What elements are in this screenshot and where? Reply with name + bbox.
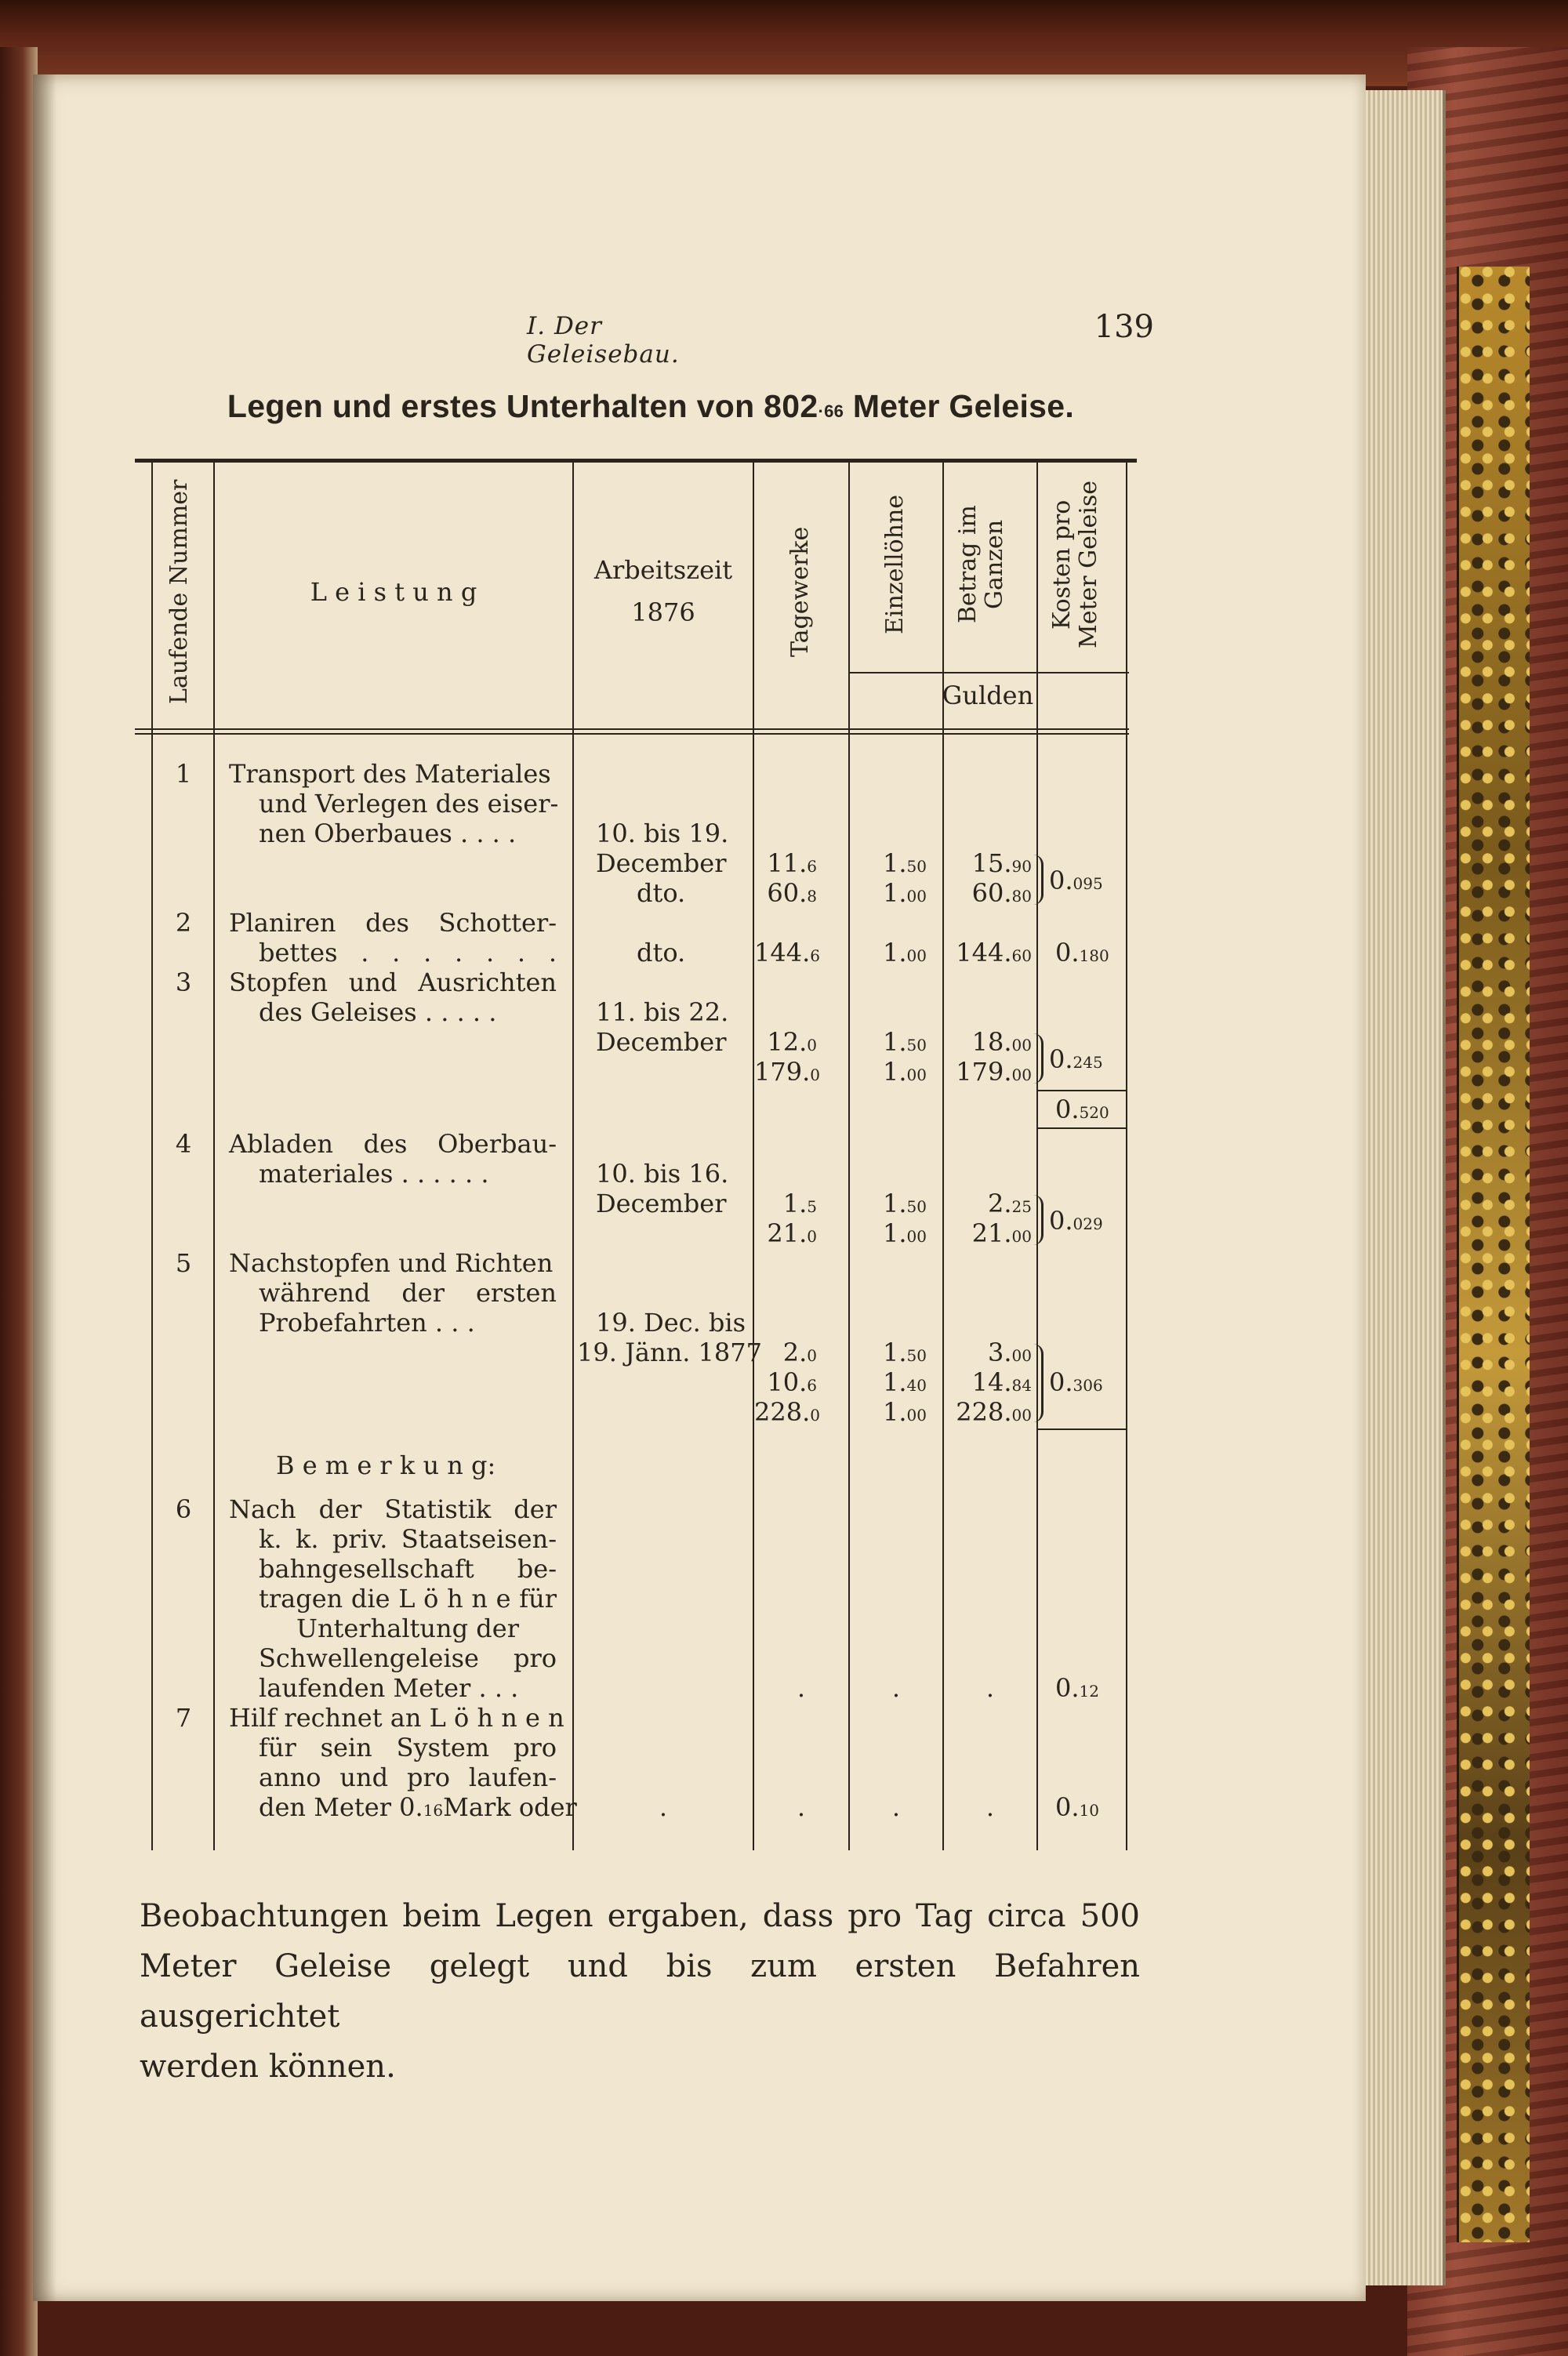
row1-zeit-line1: 10. bis 19. [596, 819, 729, 848]
row1-brace [1033, 855, 1044, 905]
row6-leistung-line5: Unterhaltung der [296, 1614, 520, 1643]
body-paragraph [140, 1891, 1140, 2092]
row6-kosten: 0.12 [1055, 1673, 1099, 1703]
row5-einzelloehne-a: 1.50 [883, 1338, 927, 1367]
row1-tagewerke-b: 60.8 [767, 878, 817, 908]
running-head: I. Der Geleisebau. [527, 312, 680, 368]
row5-betrag-c: 228.00 [956, 1397, 1032, 1427]
gulden-rule [848, 672, 1129, 673]
row1-tagewerke-a: 11.6 [767, 848, 817, 878]
row6-leistung-line4: tragen die L ö h n e für [259, 1584, 557, 1614]
row2-leistung-line2: bettes . . . . . . . [259, 938, 557, 967]
table-title: Legen und erstes Unterhalten von 802·66 Meter Geleise. [227, 388, 1075, 424]
header-betrag: Betrag im Ganzen [954, 505, 1008, 624]
row4-einzelloehne-a: 1.50 [883, 1189, 927, 1218]
row1-zeit-line3: dto. [637, 878, 686, 908]
row4-betrag-b: 21.00 [971, 1218, 1032, 1248]
row6-leistung-line2: k. k. priv. Staatseisen- [259, 1524, 557, 1554]
row4-brace [1033, 1195, 1044, 1245]
table-top-rule [135, 459, 1137, 463]
subtotal-rule-bottom [1038, 1127, 1127, 1129]
row7-leistung-line1: Hilf rechnet an L ö h n e n [229, 1703, 564, 1733]
row3-betrag-a: 18.00 [971, 1027, 1032, 1057]
col-rule-4 [753, 463, 754, 1850]
row3-tagewerke-a: 12.0 [767, 1027, 817, 1057]
row3-number: 3 [175, 967, 192, 997]
bemerkung-heading: B e m e r k u n g: [276, 1450, 496, 1480]
col-rule-1 [151, 463, 153, 1850]
row5-tagewerke-b: 10.6 [767, 1367, 817, 1397]
header-laufende-nummer: Laufende Nummer [165, 479, 193, 705]
row2-betrag: 144.60 [956, 938, 1032, 967]
row4-tagewerke-a: 1.5 [782, 1189, 817, 1218]
row2-einzelloehne: 1.00 [883, 938, 927, 967]
row4-number: 4 [175, 1129, 192, 1159]
row3-einzelloehne-a: 1.50 [883, 1027, 927, 1057]
row3-kosten: 0.245 [1049, 1044, 1103, 1074]
row5-tagewerke-a: 2.0 [782, 1338, 817, 1367]
row2-number: 2 [175, 908, 192, 938]
header-bottom-rule [135, 728, 1129, 730]
book-spine-edge [0, 47, 38, 2356]
row7-kosten: 0.10 [1055, 1792, 1099, 1822]
row3-leistung-line2: des Geleises . . . . . [259, 997, 497, 1027]
row5-brace [1033, 1344, 1044, 1422]
row7-dot-zeit: . [659, 1792, 668, 1822]
row7-leistung-line3: anno und pro laufen- [259, 1762, 557, 1792]
row6-dot-betrag: . [985, 1673, 995, 1703]
row5-betrag-b: 14.84 [971, 1367, 1032, 1397]
row7-dot-tagewerke: . [797, 1792, 806, 1822]
row2-leistung-line1: Planiren des Schotter- [229, 908, 557, 938]
row7-leistung-line4: den Meter 0.16Mark oder [259, 1792, 577, 1822]
header-leistung: L e i s t u n g [310, 577, 477, 607]
row3-leistung-line1: Stopfen und Ausrichten [229, 967, 557, 997]
row3-zeit-line1: 11. bis 22. [596, 997, 729, 1027]
row7-leistung-line2: für sein System pro [259, 1733, 557, 1762]
header-unit-gulden: Gulden [942, 681, 1034, 710]
row5-zeit-line1: 19. Dec. bis [596, 1308, 746, 1338]
col-rule-3 [572, 463, 574, 1850]
row7-dot-betrag: . [985, 1792, 995, 1822]
row7-dot-einzelloehne: . [891, 1792, 901, 1822]
row6-leistung-line1: Nach der Statistik der [229, 1494, 557, 1524]
row4-zeit-line2: December [596, 1189, 727, 1218]
row1-number: 1 [175, 759, 192, 789]
paragraph-line-1: Beobachtungen beim Legen ergaben, dass pro Tag circa 500 [140, 1898, 1140, 1934]
row4-zeit-line1: 10. bis 16. [596, 1159, 729, 1189]
subtotal-rule-top [1038, 1090, 1127, 1091]
row2-zeit: dto. [637, 938, 686, 967]
row5-kosten: 0.306 [1049, 1367, 1103, 1397]
row1-einzelloehne-b: 1.00 [883, 878, 927, 908]
row1-kosten: 0.095 [1049, 866, 1103, 895]
row4-leistung-line1: Abladen des Oberbau- [229, 1129, 557, 1159]
paragraph-line-2: Meter Geleise gelegt und bis zum ersten Befahren ausgerichtet [140, 1948, 1140, 2035]
row6-leistung-line6: Schwellengeleise pro [259, 1643, 557, 1673]
paragraph-line-3: werden können. [140, 2049, 396, 2085]
row6-leistung-line7: laufenden Meter . . . [259, 1673, 519, 1703]
row1-einzelloehne-a: 1.50 [883, 848, 927, 878]
row1-betrag-a: 15.90 [971, 848, 1032, 878]
row5-zeit-line2: 19. Jänn. 1877 [577, 1338, 762, 1367]
row3-einzelloehne-b: 1.00 [883, 1057, 927, 1087]
row5-einzelloehne-b: 1.40 [883, 1367, 927, 1397]
row5-rule [1038, 1428, 1127, 1430]
col-rule-5 [848, 463, 850, 1850]
header-kosten: Kosten pro Meter Geleise [1048, 481, 1102, 648]
col-rule-7 [1036, 463, 1038, 1850]
row6-leistung-line3: bahngesellschaft be- [259, 1554, 557, 1584]
row5-leistung-line3: Probefahrten . . . [259, 1308, 475, 1338]
subtotal-kosten: 0.520 [1055, 1095, 1109, 1124]
row4-tagewerke-b: 21.0 [767, 1218, 817, 1248]
header-arbeitszeit-year: 1876 [631, 597, 695, 627]
row3-tagewerke-b: 179.0 [754, 1057, 820, 1087]
row3-betrag-b: 179.00 [956, 1057, 1032, 1087]
row7-number: 7 [175, 1703, 192, 1733]
row4-leistung-line2: materiales . . . . . . [259, 1159, 489, 1189]
row5-leistung-line2: während der ersten [259, 1278, 557, 1308]
book-cover-top [0, 0, 1568, 86]
header-einzelloehne: Einzellöhne [881, 494, 909, 635]
row5-number: 5 [175, 1248, 192, 1278]
page-number: 139 [1094, 309, 1154, 345]
row1-betrag-b: 60.80 [971, 878, 1032, 908]
gutter-shadow [33, 74, 56, 2301]
row6-number: 6 [175, 1494, 192, 1524]
marbled-endpaper [1457, 267, 1530, 2242]
header-bottom-rule-2 [135, 733, 1129, 735]
col-rule-8 [1126, 463, 1127, 1850]
row4-betrag-a: 2.25 [988, 1189, 1032, 1218]
row3-zeit-line2: December [596, 1027, 727, 1057]
row2-tagewerke: 144.6 [754, 938, 820, 967]
row1-leistung-line2: und Verlegen des eiser- [259, 789, 559, 819]
row5-betrag-a: 3.00 [988, 1338, 1032, 1367]
header-arbeitszeit: Arbeitszeit [593, 555, 733, 585]
header-tagewerke: Tagewerke [786, 526, 814, 658]
row4-einzelloehne-b: 1.00 [883, 1218, 927, 1248]
col-rule-6 [942, 463, 944, 1850]
row5-einzelloehne-c: 1.00 [883, 1397, 927, 1427]
col-rule-2 [213, 463, 215, 1850]
row5-tagewerke-c: 228.0 [754, 1397, 820, 1427]
row3-brace [1033, 1033, 1044, 1084]
row4-kosten: 0.029 [1049, 1206, 1103, 1236]
row2-kosten: 0.180 [1055, 938, 1109, 967]
row1-zeit-line2: December [596, 848, 727, 878]
row1-leistung-line3: nen Oberbaues . . . . [259, 819, 517, 848]
row5-leistung-line1: Nachstopfen und Richten [229, 1248, 554, 1278]
row1-leistung-line1: Transport des Materiales [229, 759, 551, 789]
row6-dot-einzelloehne: . [891, 1673, 901, 1703]
row6-dot-tagewerke: . [797, 1673, 806, 1703]
